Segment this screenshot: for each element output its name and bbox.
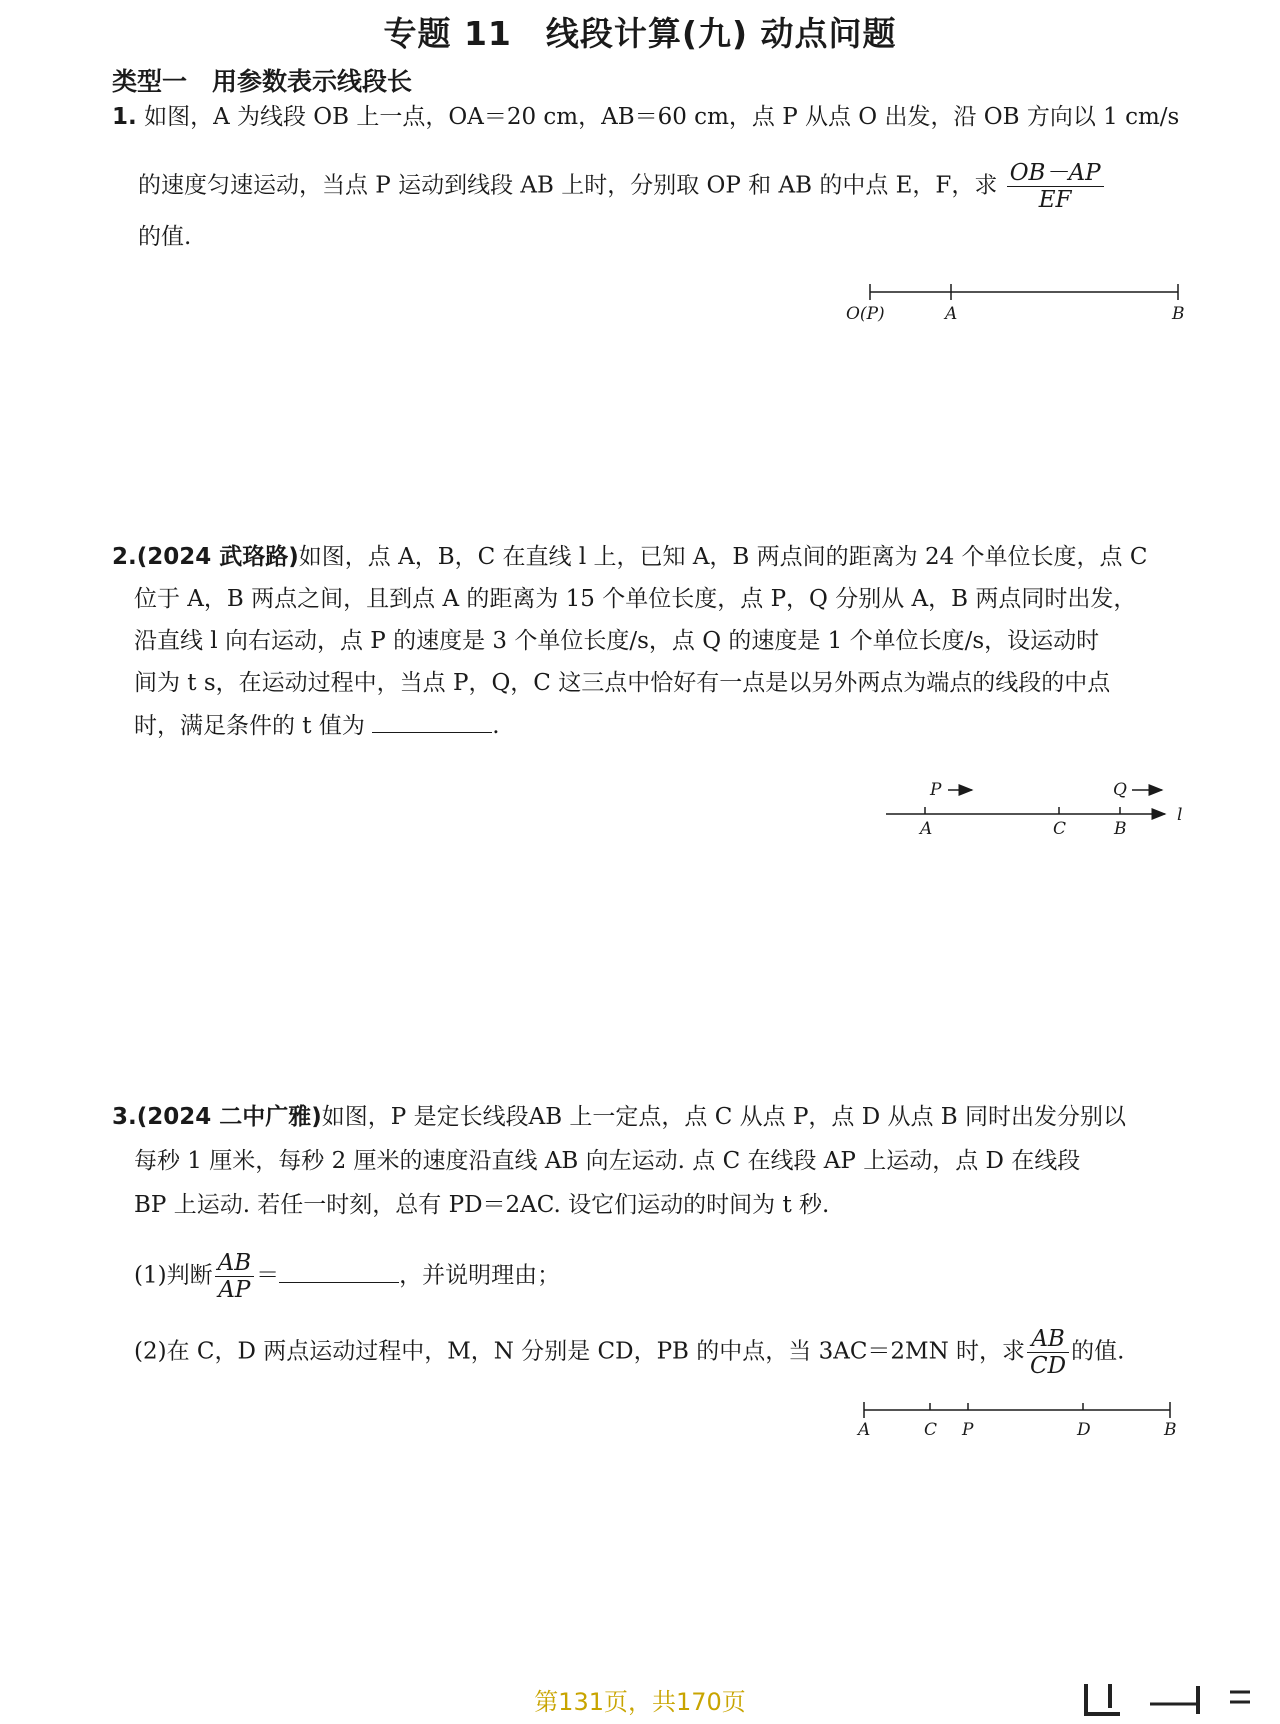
q3-p2-frac-denominator: CD [1030, 1353, 1067, 1379]
q3-line-1 [112, 1100, 1126, 1134]
q1-fraction [1007, 160, 1104, 213]
q1-line-1 [112, 100, 1179, 134]
q3-p2-fraction [1027, 1326, 1069, 1379]
q3-p2-frac-numerator: AB [1027, 1326, 1069, 1353]
q3-p1-fraction [215, 1250, 255, 1303]
corner-stamp-icon [1080, 1680, 1260, 1720]
q3-label-c: C [924, 1420, 938, 1440]
q3-part-2 [134, 1326, 1124, 1379]
q1-frac-numerator: OB－AP [1007, 160, 1104, 187]
q3-answer-blank[interactable] [279, 1258, 399, 1283]
q3-label-d: D [1077, 1420, 1091, 1440]
q3-label-p: P [962, 1420, 974, 1440]
q2-text-5-end: . [492, 713, 500, 739]
q2-figure [880, 776, 1200, 840]
q3-p2-suffix: 的值. [1071, 1338, 1125, 1365]
q1-label-o: O(P) [846, 304, 885, 324]
q2-line-1 [112, 540, 1147, 574]
q3-p1-frac-denominator: AP [218, 1277, 251, 1303]
q2-text-5: 时，满足条件的 t 值为 [134, 713, 365, 739]
q2-label-b: B [1114, 819, 1127, 839]
q3-p1-suffix: ，并说明理由； [399, 1262, 561, 1289]
q3-p1-frac-numerator: AB [215, 1250, 255, 1277]
q2-source: (2024 武珞路) [136, 544, 299, 570]
q2-text-3: 沿直线 l 向右运动，点 P 的速度是 3 个单位长度/s，点 Q 的速度是 1 个单位长度/s，设运动时 [134, 628, 1100, 654]
q3-label-b: B [1164, 1420, 1177, 1440]
q3-label-a: A [858, 1420, 871, 1440]
q3-source: (2024 二中广雅) [136, 1104, 322, 1130]
page-title: 专题 11 线段计算(九) 动点问题 [383, 14, 897, 53]
q2-label-c: C [1053, 819, 1067, 839]
q2-text-4: 间为 t s，在运动过程中，当点 P，Q，C 这三点中恰好有一点是以另外两点为端点的线段的中点 [134, 670, 1111, 696]
q3-p1-prefix: (1)判断 [134, 1262, 213, 1289]
q2-text-1: 如图，点 A，B，C 在直线 l 上，已知 A，B 两点间的距离为 24 个单位长度，点 C [298, 544, 1148, 570]
q3-p1-equals: ＝ [256, 1262, 280, 1289]
q1-label-b: B [1172, 304, 1185, 324]
q1-frac-denominator: EF [1038, 187, 1072, 213]
q3-part-1 [134, 1250, 560, 1303]
q2-line-5 [134, 708, 500, 743]
q1-label-a: A [945, 304, 958, 324]
q3-p2-text: (2)在 C，D 两点运动过程中，M，N 分别是 CD，PB 的中点，当 3AC＝2MN 时，求 [134, 1338, 1026, 1365]
q2-label-l: l [1177, 805, 1183, 825]
q1-text-2: 的速度匀速运动，当点 P 运动到线段 AB 上时，分别取 OP 和 AB 的中点 E，F，求 [138, 172, 998, 199]
q2-label-p: P [930, 780, 942, 800]
q1-number: 1. [112, 104, 137, 130]
q3-figure [850, 1392, 1190, 1448]
q3-text-1: 如图，P 是定长线段AB 上一定点，点 C 从点 P，点 D 从点 B 同时出发分别以 [321, 1104, 1126, 1130]
q1-figure [830, 270, 1200, 330]
q2-label-q: Q [1113, 780, 1127, 800]
section-heading: 类型一 用参数表示线段长 [112, 67, 413, 96]
q2-text-2: 位于 A，B 两点之间，且到点 A 的距离为 15 个单位长度，点 P，Q 分别从 A，B 两点同时出发， [134, 586, 1137, 612]
q2-label-a: A [920, 819, 933, 839]
q1-text-3: 的值. [138, 224, 192, 250]
q1-line-2 [138, 160, 1106, 213]
q3-text-2: 每秒 1 厘米，每秒 2 厘米的速度沿直线 AB 向左运动. 点 C 在线段 AP 上运动，点 D 在线段 [134, 1148, 1081, 1174]
q2-answer-blank[interactable] [372, 708, 492, 733]
q3-text-3: BP 上运动. 若任一时刻，总有 PD＝2AC. 设它们运动的时间为 t 秒. [134, 1192, 830, 1218]
q1-text-1: 如图，A 为线段 OB 上一点，OA＝20 cm，AB＝60 cm，点 P 从点 O 出发，沿 OB 方向以 1 cm/s [144, 104, 1180, 130]
q2-number: 2. [112, 544, 137, 570]
q3-number: 3. [112, 1104, 137, 1130]
page-indicator: 第131页，共170页 [534, 1688, 746, 1716]
